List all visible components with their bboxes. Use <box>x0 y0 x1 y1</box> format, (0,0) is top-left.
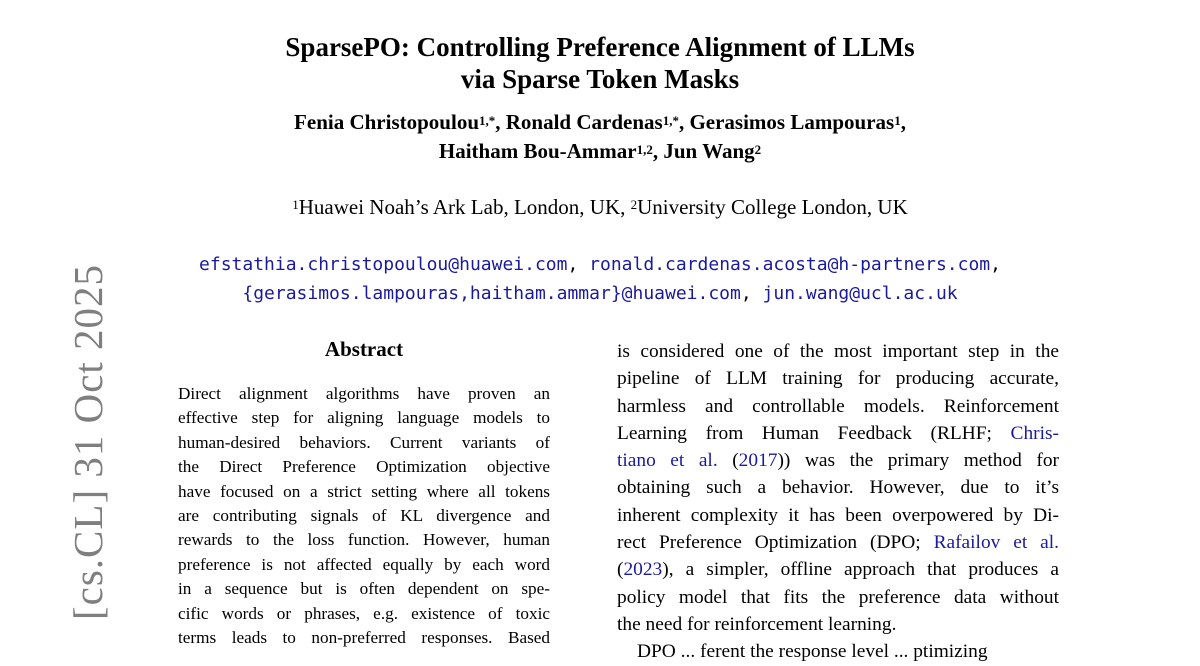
affiliations <box>0 193 1200 221</box>
body-line: obtaining such a behavior. However, due to it’s <box>617 477 1059 499</box>
abstract-line: have focused on a strict setting where all tokens <box>178 481 550 501</box>
abstract-line: the Direct Preference Optimization objective <box>178 457 550 477</box>
body-line <box>617 529 1059 556</box>
body-text: )) was the primary method for <box>777 450 1060 472</box>
author-sep: , <box>495 110 506 134</box>
body-text: ( <box>617 559 624 581</box>
email-link[interactable]: efstathia.christopoulou@huawei.com <box>199 254 568 275</box>
author-affil-sup: 1,* <box>662 113 679 128</box>
body-line: pipeline of LLM training for producing accurate, <box>617 368 1059 390</box>
email-link[interactable]: {gerasimos.lampouras,haitham.ammar}@huawei.com <box>242 283 741 304</box>
email-list <box>0 250 1200 308</box>
abstract-line: in a sequence but is often dependent on spe- <box>178 579 550 599</box>
abstract-heading: Abstract <box>324 337 404 361</box>
author-list <box>0 108 1200 166</box>
body-text: ( <box>717 450 739 472</box>
body-line <box>617 447 1059 474</box>
body-line <box>617 420 1059 447</box>
abstract-line: rewards to the loss function. However, human <box>178 530 550 550</box>
body-line-partial: DPO ... ferent the response level ... ptimizing <box>637 641 988 663</box>
author-affil-sup: 2 <box>754 142 762 157</box>
author-affil-sup: 1,* <box>479 113 496 128</box>
abstract-line: preference is not affected equally by each word <box>178 554 550 574</box>
citation-link[interactable]: tiano et al. <box>617 450 718 472</box>
abstract-line: cific words or phrases, e.g. existence of toxic <box>178 603 550 623</box>
body-line: harmless and controllable models. Reinforcement <box>617 395 1059 417</box>
abstract-line: human-desired behaviors. Current variants of <box>178 432 550 452</box>
body-line: is considered one of the most important step in the <box>617 341 1059 362</box>
author-name: Jun Wang <box>663 139 755 163</box>
body-line: policy model that fits the preference data without <box>617 586 1059 608</box>
body-text: ), a simpler, offline approach that produces a <box>662 559 1059 581</box>
author-name: Gerasimos Lampouras <box>689 110 895 134</box>
citation-year-link[interactable]: 2017 <box>738 450 778 472</box>
abstract-line: effective step for aligning language models to <box>178 408 550 428</box>
body-text: rect Preference Optimization (DPO; <box>617 532 934 554</box>
author-line-2 <box>0 137 1200 166</box>
abstract-line: terms leads to non-preferred responses. Based <box>178 628 550 648</box>
email-line-1: efstathia.christopoulou@huawei.com, ronald.cardenas.acosta@h-partners.com, <box>199 254 1001 275</box>
body-line: inherent complexity it has been overpowered by Di- <box>617 504 1059 526</box>
author-affil-sup: 1,2 <box>636 142 653 157</box>
body-line <box>617 556 1059 583</box>
affiliation-1: Huawei Noah’s Ark Lab, London, UK, <box>298 195 631 219</box>
abstract-body <box>178 382 550 650</box>
author-sep: , <box>678 110 690 134</box>
affil-sup: 2 <box>630 197 638 212</box>
intro-column <box>617 338 1059 666</box>
body-text: Learning from Human Feedback (RLHF; <box>617 422 1011 444</box>
author-name: Haitham Bou-Ammar <box>438 139 637 163</box>
author-sep: , <box>900 110 906 134</box>
author-line-1 <box>0 108 1200 137</box>
arxiv-stamp: [cs.CL] 31 Oct 2025 <box>65 263 111 620</box>
abstract-line: Direct alignment algorithms have proven an <box>178 384 550 403</box>
title-line-2: via Sparse Token Masks <box>460 64 740 94</box>
citation-link[interactable]: Chris- <box>1010 422 1059 444</box>
title-line-1: SparsePO: Controlling Preference Alignment of LLMs <box>285 32 915 62</box>
citation-year-link[interactable]: 2023 <box>623 559 663 581</box>
body-line: the need for reinforcement learning. <box>617 613 897 635</box>
citation-link[interactable]: Rafailov et al. <box>933 532 1059 554</box>
author-sep: , <box>652 139 664 163</box>
author-name: Fenia Christopoulou <box>294 110 479 134</box>
author-name: Ronald Cardenas <box>505 110 663 134</box>
email-line-2: {gerasimos.lampouras,haitham.ammar}@huawei.com, jun.wang@ucl.ac.uk <box>242 283 958 304</box>
email-link[interactable]: jun.wang@ucl.ac.uk <box>762 283 958 304</box>
paper-title <box>0 31 1200 95</box>
affiliation-2: University College London, UK <box>637 195 908 219</box>
author-affil-sup: 1 <box>894 113 901 128</box>
email-link[interactable]: ronald.cardenas.acosta@h-partners.com <box>589 254 991 275</box>
affil-sup: 1 <box>292 197 299 212</box>
abstract-line: are contributing signals of KL divergence and <box>178 506 550 526</box>
